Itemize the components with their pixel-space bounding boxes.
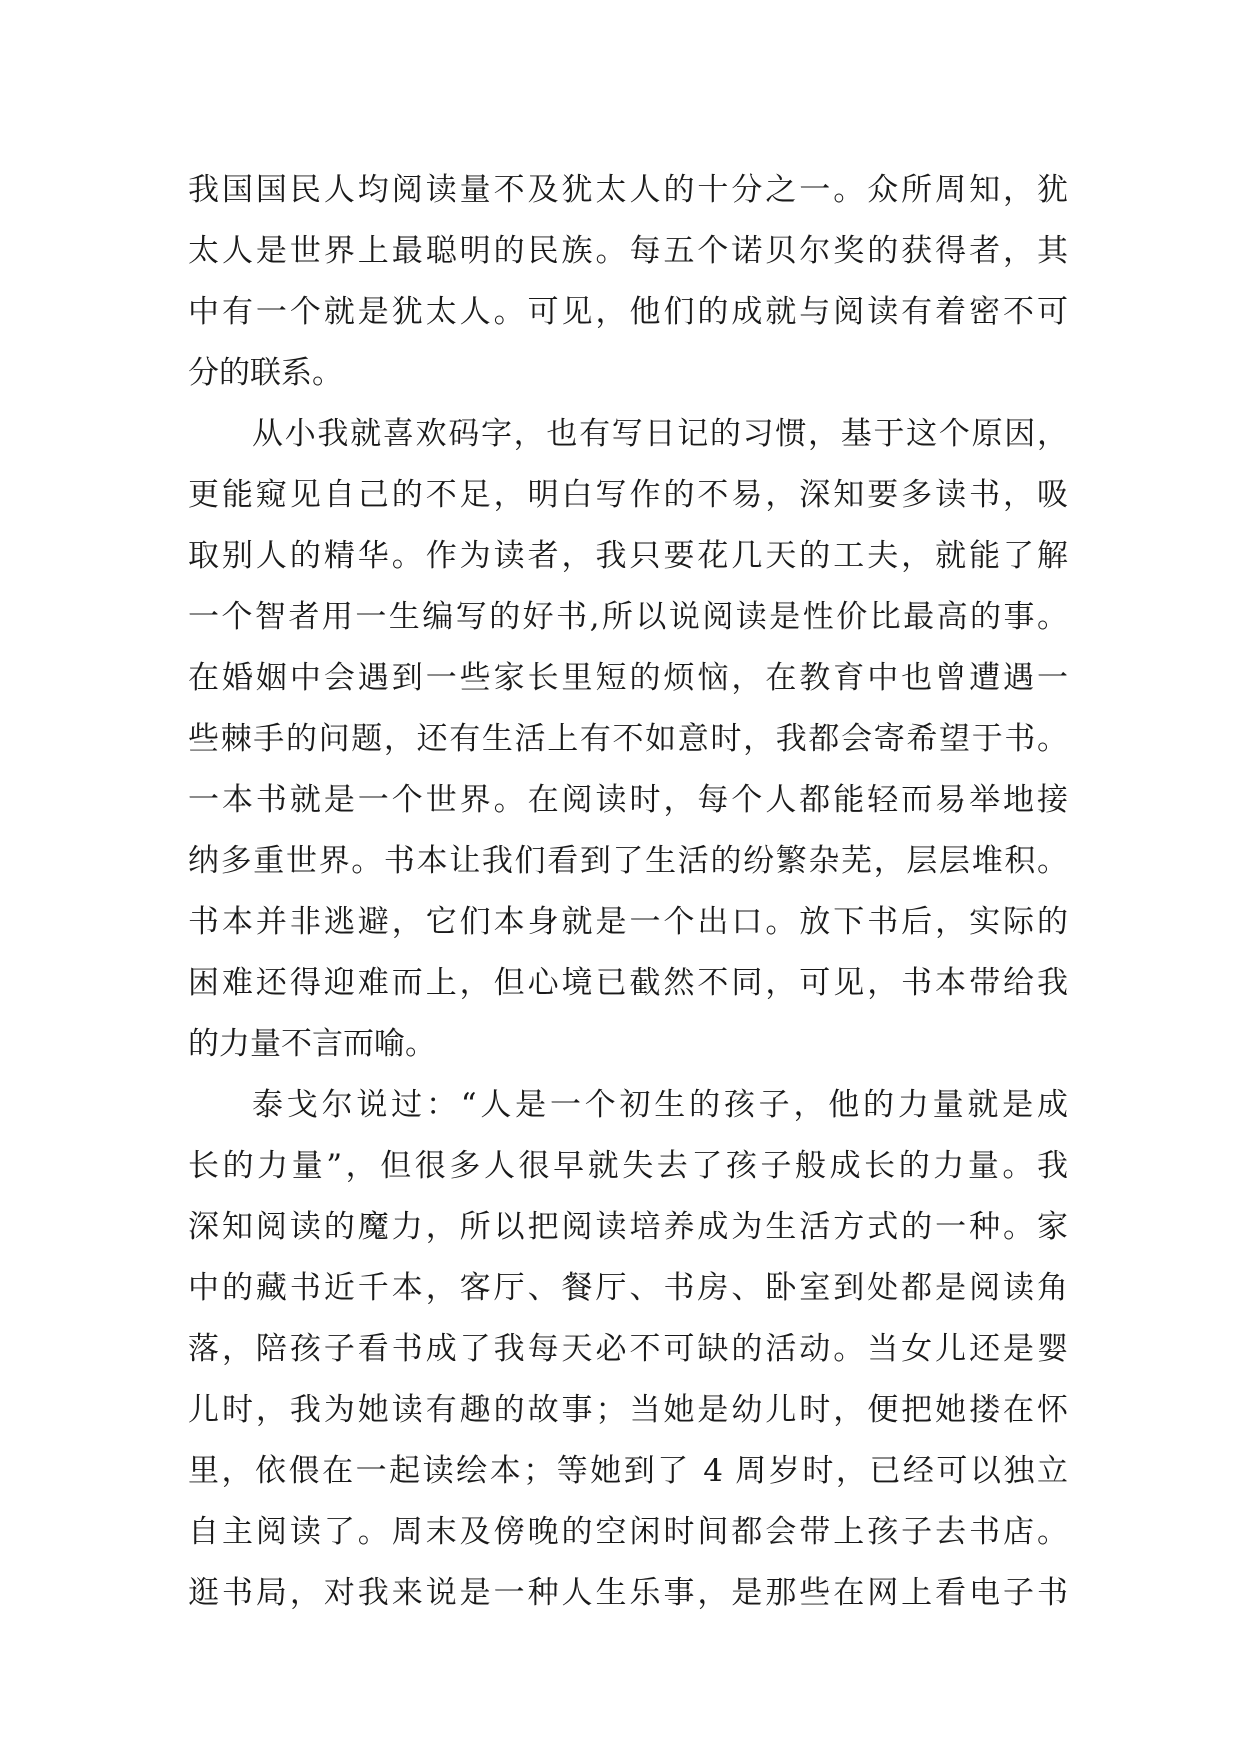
text-line: 一个智者用一生编写的好书,所以说阅读是性价比最高的事。 <box>188 599 1068 635</box>
text-line: 的力量不言而喻。 <box>188 1026 436 1062</box>
text-line: 自主阅读了。周末及傍晚的空闲时间都会带上孩子去书店。 <box>188 1514 1068 1550</box>
text-line: 太人是世界上最聪明的民族。每五个诺贝尔奖的获得者，其 <box>188 233 1068 269</box>
text-line: 里，依偎在一起读绘本；等她到了 4 周岁时，已经可以独立 <box>188 1453 1068 1489</box>
text-line: 长的力量”，但很多人很早就失去了孩子般成长的力量。我 <box>188 1148 1068 1184</box>
text-line: 儿时，我为她读有趣的故事；当她是幼儿时，便把她搂在怀 <box>188 1392 1068 1428</box>
text-line: 取别人的精华。作为读者，我只要花几天的工夫，就能了解 <box>188 538 1068 574</box>
body-text <box>188 160 1068 1624</box>
text-line: 逛书局，对我来说是一种人生乐事，是那些在网上看电子书 <box>188 1575 1068 1611</box>
text-line: 中有一个就是犹太人。可见，他们的成就与阅读有着密不可 <box>188 294 1068 330</box>
text-line: 纳多重世界。书本让我们看到了生活的纷繁杂芜，层层堆积。 <box>188 843 1068 879</box>
text-line: 泰戈尔说过：“人是一个初生的孩子，他的力量就是成 <box>252 1087 1068 1123</box>
text-line: 困难还得迎难而上，但心境已截然不同，可见，书本带给我 <box>188 965 1068 1001</box>
text-line: 我国国民人均阅读量不及犹太人的十分之一。众所周知，犹 <box>188 172 1068 208</box>
text-line: 分的联系。 <box>188 355 343 391</box>
text-line: 书本并非逃避，它们本身就是一个出口。放下书后，实际的 <box>188 904 1068 940</box>
text-line: 中的藏书近千本，客厅、餐厅、书房、卧室到处都是阅读角 <box>188 1270 1068 1306</box>
text-line: 更能窥见自己的不足，明白写作的不易，深知要多读书，吸 <box>188 477 1068 513</box>
text-line: 在婚姻中会遇到一些家长里短的烦恼，在教育中也曾遭遇一 <box>188 660 1068 696</box>
text-line: 从小我就喜欢码字，也有写日记的习惯，基于这个原因， <box>252 416 1068 452</box>
text-line: 一本书就是一个世界。在阅读时，每个人都能轻而易举地接 <box>188 782 1068 818</box>
text-line: 落，陪孩子看书成了我每天必不可缺的活动。当女儿还是婴 <box>188 1331 1068 1367</box>
text-line: 些棘手的问题，还有生活上有不如意时，我都会寄希望于书。 <box>188 721 1068 757</box>
text-line: 深知阅读的魔力，所以把阅读培养成为生活方式的一种。家 <box>188 1209 1068 1245</box>
